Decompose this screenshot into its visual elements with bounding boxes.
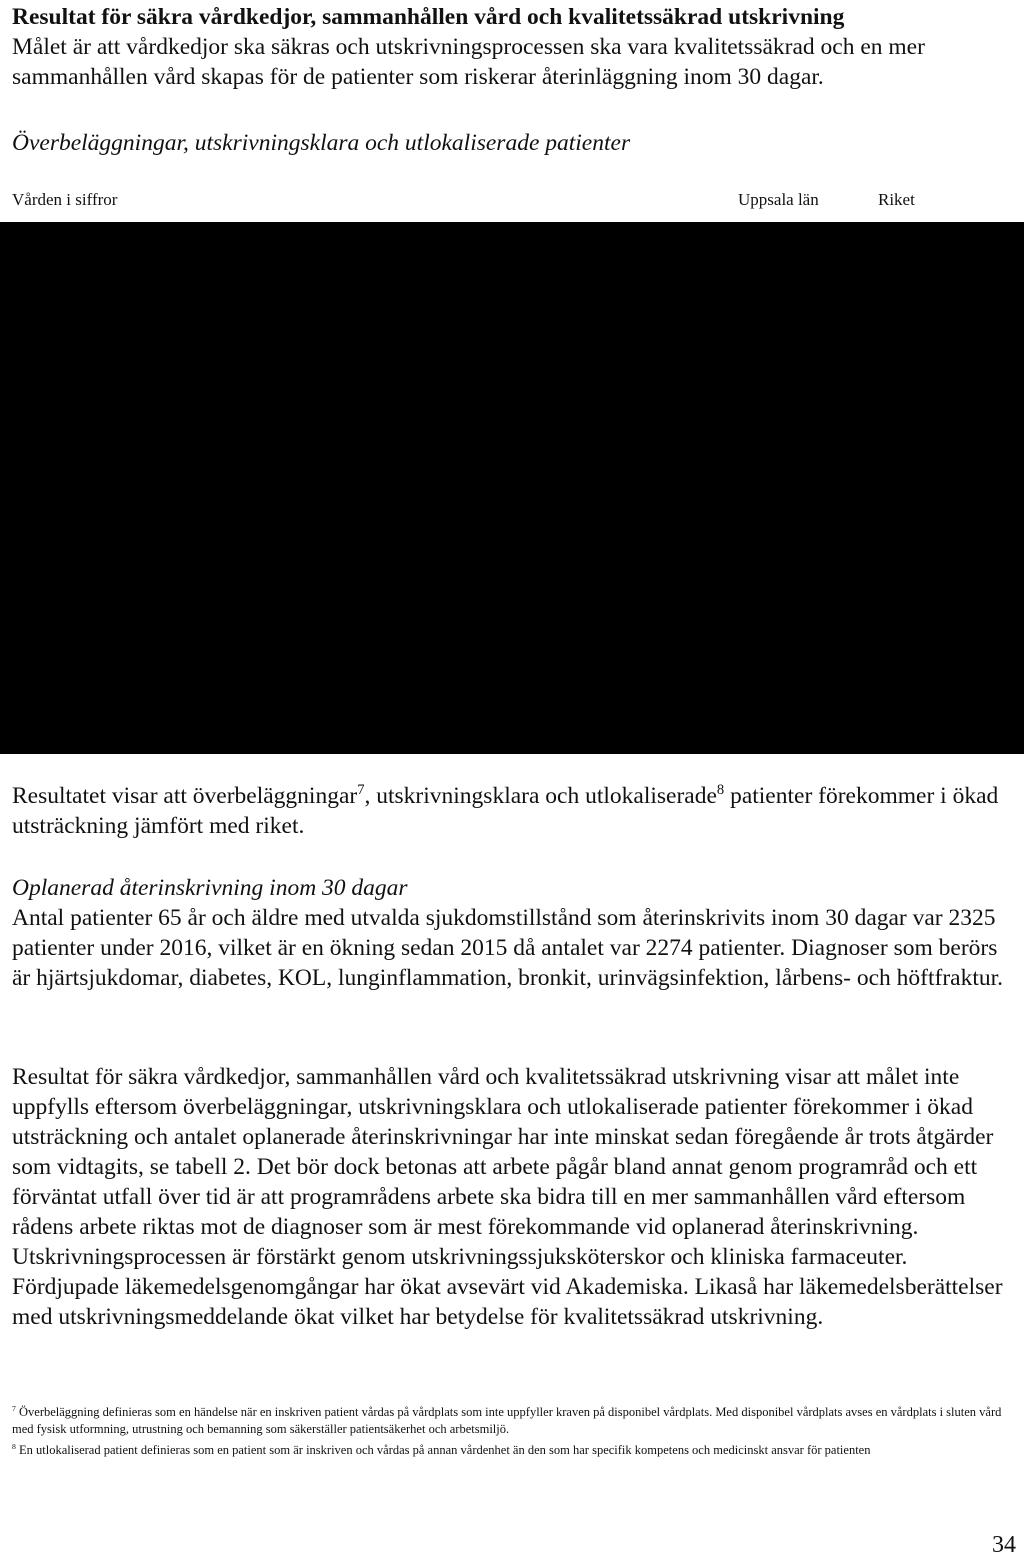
footnote-ref-8: 8 (716, 782, 725, 799)
result-text-part1: Resultatet visar att överbeläggningar (12, 783, 358, 809)
readmission-paragraph: Antal patienter 65 år och äldre med utvalda sjukdomstillstånd som återinskrivits inom 30 dagar var 2325 patienter under 2016, vilket är en ökning sedan 2015 då antalet var 2274 patienter. Diagnoser som berörs är hjärtsjukdomar, diabetes, KOL, lunginflammation, bronkit, urinvägsinfektion, lårbens- och höftfraktur. (12, 905, 1004, 991)
footnote-7-number: 7 (12, 1403, 16, 1413)
table-caption: Vården i siffror (12, 190, 118, 209)
subheading-overbelaggningar: Överbeläggningar, utskrivningsklara och utlokaliserade patienter (12, 130, 631, 156)
footnote-8-number: 8 (12, 1441, 16, 1451)
footnotes (12, 1404, 1017, 1463)
footnote-8-text: En utlokaliserad patient definieras som en patient som är inskriven och vårdas på annan vårdenhet än den som har specifik kompetens och medicinskt ansvar för patienten (19, 1443, 871, 1457)
footnote-ref-7: 7 (357, 782, 365, 799)
result-paragraph (12, 781, 1017, 841)
result-text-part3: patienter förekommer i ökad utsträckning jämfört med riket. (12, 783, 999, 839)
result-text-part2: , utskrivningsklara och utlokaliserade (364, 783, 717, 809)
redacted-table-area (0, 222, 1024, 754)
footnote-7 (12, 1404, 1017, 1438)
footnote-8 (12, 1442, 1017, 1459)
intro-paragraph: Målet är att vårdkedjor ska säkras och utskrivningsprocessen ska vara kvalitetssäkrad och en mer sammanhållen vård skapas för de patienter som riskerar återinläggning inom 30 dagar. (12, 34, 925, 90)
subheading-aterinskrivning: Oplanerad återinskrivning inom 30 dagar (12, 875, 408, 901)
page-number: 34 (992, 1532, 1016, 1558)
table-column-header-uppsala: Uppsala län (738, 190, 819, 209)
section-heading: Resultat för säkra vårdkedjor, sammanhållen vård och kvalitetssäkrad utskrivning (12, 4, 845, 30)
footnote-7-text: Överbeläggning definieras som en händelse när en inskriven patient vårdas på vårdplats som inte uppfyller kraven på disponibel vårdplats. Med disponibel vårdplats avses en vårdplats i sluten vård med fysisk utformning, utrustning och bemanning som säkerställer patientsäkerhet och arbetsmiljö. (12, 1405, 1002, 1436)
table-column-header-riket: Riket (878, 190, 915, 209)
conclusion-paragraph: Resultat för säkra vårdkedjor, sammanhållen vård och kvalitetssäkrad utskrivning visar att målet inte uppfylls eftersom överbeläggningar, utskrivningsklara och utlokaliserade patienter förekommer i ökad utsträckning och antalet oplanerade återinskrivningar har inte minskat sedan föregående år trots åtgärder som vidtagits, se tabell 2. Det bör dock betonas att arbete pågår bland annat genom programråd och ett förväntat utfall över tid är att programrådens arbete ska bidra till en mer sammanhållen vård eftersom rådens arbete riktas mot de diagnoser som är mest förekommande vid oplanerad återinskrivning. Utskrivningsprocessen är förstärkt genom utskrivningssjuksköterskor och kliniska farmaceuter. Fördjupade läkemedelsgenomgångar har ökat avsevärt vid Akademiska. Likaså har läkemedelsberättelser med utskrivningsmeddelande ökat vilket har betydelse för kvalitetssäkrad utskrivning. (12, 1064, 1003, 1330)
